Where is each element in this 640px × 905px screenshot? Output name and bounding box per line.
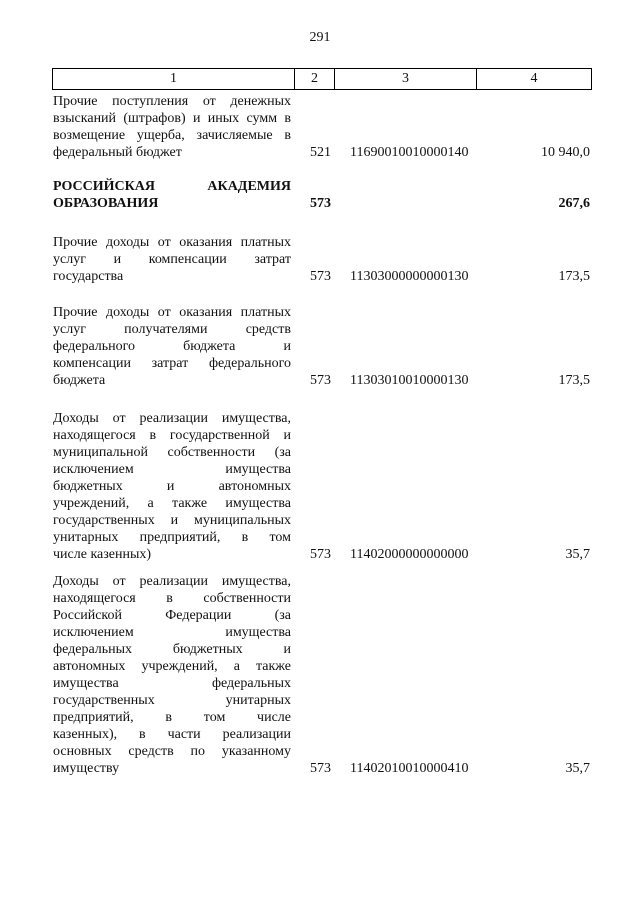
column-header-3: 3 (335, 69, 477, 89)
amount: 35,7 (565, 761, 590, 776)
description-line: казенных), в части реализации (53, 727, 291, 742)
amount: 173,5 (558, 269, 590, 284)
description-line: услуг получателями средств (53, 322, 291, 337)
admin-code: 573 (310, 373, 331, 388)
row-description (53, 178, 291, 212)
admin-code: 521 (310, 145, 331, 160)
description-line: находящегося в собственности (53, 591, 291, 606)
description-line: имуществу (53, 761, 120, 776)
description-line: компенсации затрат федерального (53, 356, 291, 371)
description-line: государственных унитарных (53, 693, 291, 708)
admin-code: 573 (310, 547, 331, 562)
description-line: ОБРАЗОВАНИЯ (53, 196, 159, 211)
budget-classification-code: 11402010010000410 (350, 761, 469, 776)
description-line: бюджетных и автономных (53, 479, 291, 494)
description-line: предприятий, в том числе (53, 710, 291, 725)
row-description (53, 573, 291, 777)
description-line: государства (53, 269, 124, 284)
row-description (53, 93, 291, 161)
description-line: унитарных предприятий, в том (53, 530, 291, 545)
page-number: 291 (309, 30, 331, 45)
description-line: учреждений, а также имущества (53, 496, 291, 511)
admin-code: 573 (310, 269, 331, 284)
budget-classification-code: 11303000000000130 (350, 269, 469, 284)
description-line: находящегося в государственной и (53, 428, 291, 443)
description-line: Прочие доходы от оказания платных (53, 305, 291, 320)
amount: 173,5 (558, 373, 590, 388)
description-line: имущества федеральных (53, 676, 291, 691)
description-line: РОССИЙСКАЯ АКАДЕМИЯ (53, 179, 291, 194)
description-line: Доходы от реализации имущества, (53, 411, 291, 426)
row-description (53, 304, 291, 389)
description-line: основных средств по указанному (53, 744, 291, 759)
amount: 267,6 (558, 196, 590, 211)
description-line: муниципальной собственности (за (53, 445, 291, 460)
description-line: бюджета (53, 373, 106, 388)
budget-classification-code: 11402000000000000 (350, 547, 469, 562)
description-line: исключением имущества (53, 462, 291, 477)
description-line: Доходы от реализации имущества, (53, 574, 291, 589)
revenue-table (52, 68, 592, 776)
description-line: Прочие доходы от оказания платных (53, 235, 291, 250)
description-line: государственных и муниципальных (53, 513, 291, 528)
description-line: автономных учреждений, а также (53, 659, 291, 674)
admin-code: 573 (310, 761, 331, 776)
description-line: федеральных бюджетных и (53, 642, 291, 657)
description-line: Российской Федерации (за (53, 608, 291, 623)
table-header-row (52, 68, 592, 90)
row-description (53, 234, 291, 285)
description-line: федеральный бюджет (53, 145, 182, 160)
budget-classification-code: 11303010010000130 (350, 373, 469, 388)
description-line: взысканий (штрафов) и иных сумм в (53, 111, 291, 126)
row-description (53, 410, 291, 563)
description-line: федерального бюджета и (53, 339, 291, 354)
description-line: числе казенных) (53, 547, 152, 562)
column-header-2: 2 (295, 69, 335, 89)
description-line: возмещение ущерба, зачисляемые в (53, 128, 291, 143)
admin-code: 573 (310, 196, 331, 211)
budget-classification-code: 11690010010000140 (350, 145, 469, 160)
amount: 10 940,0 (541, 145, 590, 160)
description-line: исключением имущества (53, 625, 291, 640)
description-line: Прочие поступления от денежных (53, 94, 291, 109)
column-header-4: 4 (530, 71, 538, 86)
amount: 35,7 (565, 547, 590, 562)
description-line: услуг и компенсации затрат (53, 252, 291, 267)
column-header-1: 1 (53, 69, 295, 89)
